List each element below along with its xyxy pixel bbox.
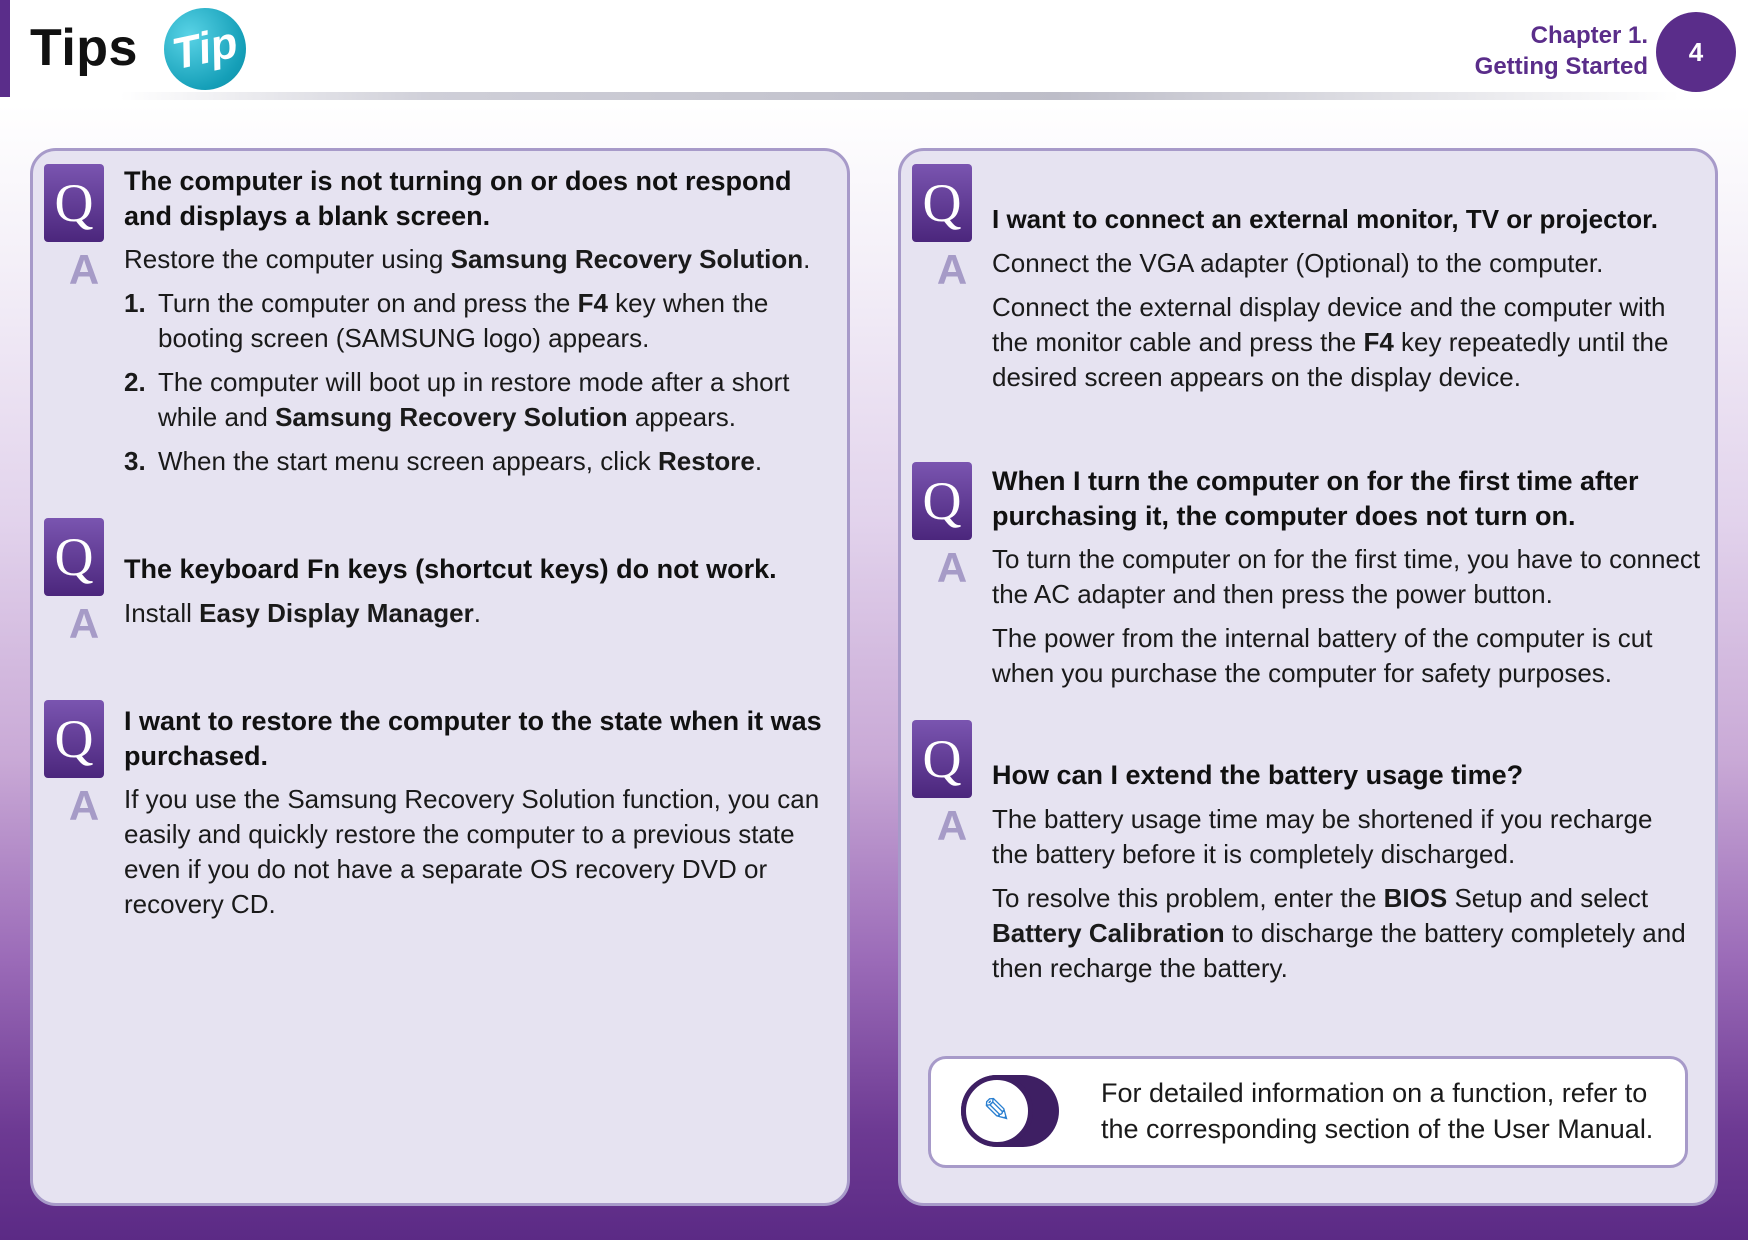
notepad-pen-icon-circle: ✎	[961, 1075, 1033, 1147]
list-item: 3. When the start menu screen appears, click Restore.	[124, 446, 763, 476]
list-item: 1. Turn the computer on and press the F4 key when the booting screen (SAMSUNG logo) appears.	[124, 288, 769, 353]
question-badge: Q	[912, 720, 972, 798]
question-text: I want to connect an external monitor, TV or projector.	[992, 204, 1658, 234]
question-badge: Q	[912, 164, 972, 242]
chapter-label	[1475, 20, 1648, 82]
answer-text: Restore the computer using Samsung Recovery Solution. 1. Turn the computer on and press the F4 key when the booting screen (SAMSUNG logo) appears. 2. The computer will boot up in restore mode after a short while and Samsung Recovery Solution appears. 3. When the start menu screen appears, click Restore.	[124, 242, 840, 488]
list-item: 2. The computer will boot up in restore mode after a short while and Samsung Recovery Solution appears.	[124, 367, 790, 432]
question-text: How can I extend the battery usage time?	[992, 760, 1524, 790]
answer-mark: A	[936, 802, 968, 849]
answer-text: The battery usage time may be shortened if you recharge the battery before it is completely discharged. To resolve this problem, enter the BIOS Setup and select Battery Calibration to discharge the battery completely and then recharge the battery.	[992, 804, 1686, 983]
answer-mark: A	[936, 544, 968, 591]
chapter-number: Chapter 1.	[1530, 22, 1648, 49]
tip-badge-label: Tip	[167, 17, 242, 80]
header-accent-bar	[0, 0, 10, 97]
tip-badge	[156, 0, 253, 97]
note-text: For detailed information on a function, refer to the corresponding section of the User Manual.	[1101, 1078, 1654, 1144]
notepad-pen-icon	[961, 1075, 1059, 1147]
question-text: The keyboard Fn keys (shortcut keys) do not work.	[124, 554, 777, 584]
answer-text: Connect the VGA adapter (Optional) to the computer. Connect the external display device and the computer with the monitor cable and press the F4 key repeatedly until the desired screen appears on the display device.	[992, 248, 1669, 392]
question-text: I want to restore the computer to the state when it was purchased.	[124, 706, 822, 771]
question-badge: Q	[44, 518, 104, 596]
question-text: The computer is not turning on or does not respond and displays a blank screen.	[124, 166, 792, 231]
question-text: When I turn the computer on for the first time after purchasing it, the computer does not turn on.	[992, 466, 1639, 531]
answer-text: To turn the computer on for the first time, you have to connect the AC adapter and then press the power button. The power from the internal battery of the computer is cut when you purchase the computer for safety purposes.	[992, 544, 1701, 688]
question-badge: Q	[44, 164, 104, 242]
question-badge: Q	[912, 462, 972, 540]
header-divider	[120, 92, 1680, 100]
answer-mark: A	[936, 246, 968, 293]
note-box	[928, 1056, 1688, 1168]
answer-mark: A	[68, 246, 100, 293]
answer-mark: A	[68, 782, 100, 829]
answer-text: Install Easy Display Manager.	[124, 598, 481, 628]
page-number: 4	[1656, 12, 1736, 92]
answer-mark: A	[68, 600, 100, 647]
page-title: Tips	[30, 19, 138, 77]
chapter-title: Getting Started	[1474, 53, 1648, 80]
question-badge: Q	[44, 700, 104, 778]
answer-text: If you use the Samsung Recovery Solution function, you can easily and quickly restore the computer to a previous state even if you do not have a separate OS recovery DVD or recovery CD.	[124, 784, 820, 919]
